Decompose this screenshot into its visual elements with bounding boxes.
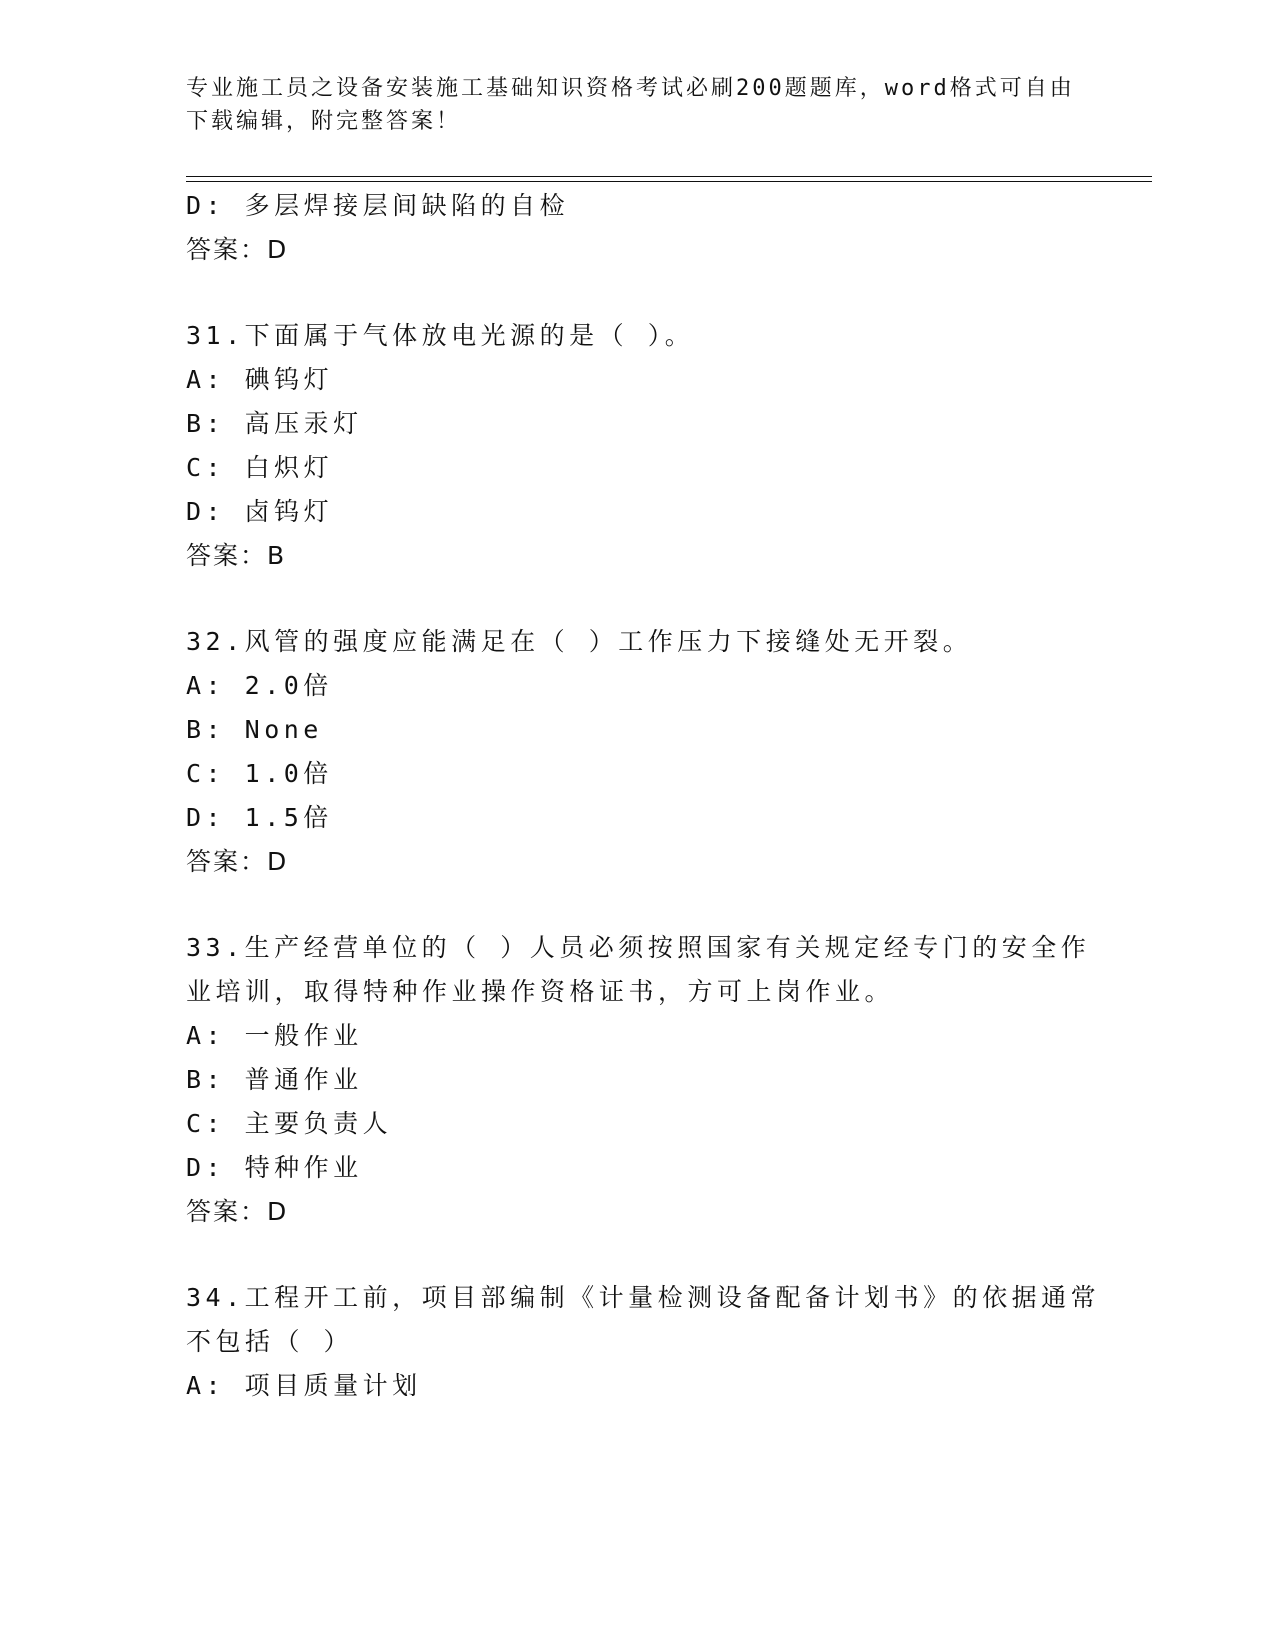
q32-option-a: A: 2.0倍 (186, 671, 333, 700)
q34-question-line-2: 不包括（ ） (186, 1327, 354, 1356)
q31-option-b: B: 高压汞灯 (186, 409, 363, 438)
q32-option-c: C: 1.0倍 (186, 759, 333, 788)
q31-option-c: C: 白炽灯 (186, 453, 334, 482)
q31-option-a: A: 碘钨灯 (186, 365, 334, 394)
q32-answer: 答案：D (186, 847, 289, 876)
q31-answer: 答案：B (186, 541, 287, 570)
q33-option-d: D: 特种作业 (186, 1153, 363, 1182)
q32-option-d: D: 1.5倍 (186, 803, 333, 832)
header-divider-top (186, 176, 1152, 177)
q32-option-b: B: None (186, 715, 323, 744)
q31-question: 31.下面属于气体放电光源的是（ ）。 (186, 321, 695, 350)
prev-option-d: D: 多层焊接层间缺陷的自检 (186, 191, 570, 220)
q31-option-d: D: 卤钨灯 (186, 497, 334, 526)
q33-question-line-2: 业培训，取得特种作业操作资格证书，方可上岗作业。 (186, 977, 895, 1006)
q33-option-b: B: 普通作业 (186, 1065, 363, 1094)
q34-question-line-1: 34.工程开工前，项目部编制《计量检测设备配备计划书》的依据通常 (186, 1283, 1101, 1312)
q33-option-a: A: 一般作业 (186, 1021, 363, 1050)
header-divider-bottom (186, 181, 1152, 182)
q33-answer: 答案：D (186, 1197, 289, 1226)
prev-answer: 答案：D (186, 235, 289, 264)
q33-option-c: C: 主要负责人 (186, 1109, 393, 1138)
q34-option-a: A: 项目质量计划 (186, 1371, 422, 1400)
header-line-1: 专业施工员之设备安装施工基础知识资格考试必刷200题题库，word格式可自由 (186, 76, 1075, 101)
q33-question-line-1: 33.生产经营单位的（ ）人员必须按照国家有关规定经专门的安全作 (186, 933, 1091, 962)
q32-question: 32.风管的强度应能满足在（ ）工作压力下接缝处无开裂。 (186, 627, 973, 656)
document-header (186, 72, 1086, 138)
header-line-2: 下载编辑，附完整答案！ (186, 109, 462, 134)
